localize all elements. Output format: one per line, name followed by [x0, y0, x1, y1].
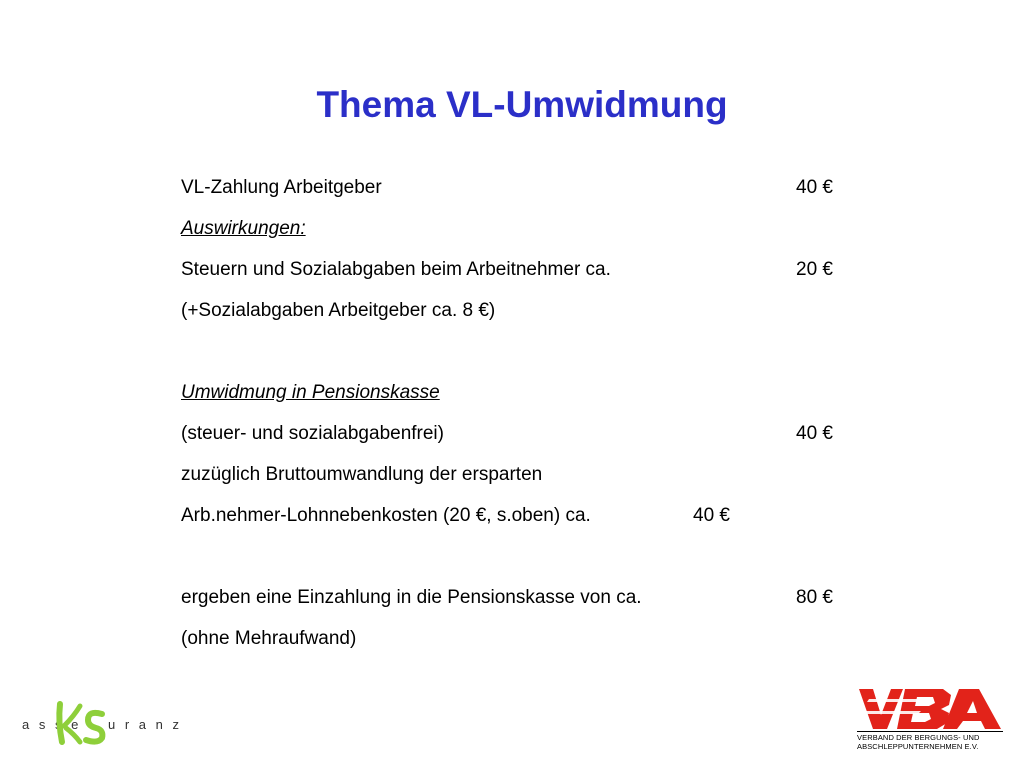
line-text: Arb.nehmer-Lohnnebenkosten (20 €, s.oben) ca.	[181, 505, 591, 526]
content-block	[181, 167, 861, 659]
vba-caption	[857, 733, 1003, 751]
line-text: VL-Zahlung Arbeitgeber	[181, 177, 382, 198]
line-amount: 80 €	[796, 587, 833, 608]
line-text: (+Sozialabgaben Arbeitgeber ca. 8 €)	[181, 300, 496, 321]
svg-text:a s s e: a s s e	[22, 717, 82, 732]
line-umwidmung	[181, 372, 861, 413]
line-text: (steuer- und sozialabgabenfrei)	[181, 423, 444, 444]
section-heading: Auswirkungen:	[181, 218, 306, 239]
line-zuzueglich	[181, 454, 861, 495]
page-title: Thema VL-Umwidmung	[316, 84, 728, 125]
line-text: ergeben eine Einzahlung in die Pensionskasse von ca.	[181, 587, 642, 608]
section-heading: Umwidmung in Pensionskasse	[181, 382, 440, 403]
vba-logo	[857, 685, 1003, 755]
vba-logo-graphic	[857, 685, 1003, 731]
line-text: (ohne Mehraufwand)	[181, 628, 357, 649]
line-steuerfrei	[181, 413, 861, 454]
line-amount: 40 €	[693, 505, 730, 526]
line-amount: 20 €	[796, 259, 833, 280]
spacer	[181, 331, 861, 372]
line-auswirkungen	[181, 208, 861, 249]
asseksuranz-logo-graphic	[22, 696, 202, 748]
line-text: Steuern und Sozialabgaben beim Arbeitnehmer ca.	[181, 259, 611, 280]
vba-caption-line1: VERBAND DER BERGUNGS- UND	[857, 733, 980, 742]
line-steuern	[181, 249, 861, 290]
line-lohnnebenkosten	[181, 495, 861, 536]
line-amount: 40 €	[796, 177, 833, 198]
asseksuranz-logo	[22, 696, 202, 748]
line-vl-zahlung	[181, 167, 861, 208]
line-einzahlung	[181, 577, 861, 618]
line-ohne-mehraufwand	[181, 618, 861, 659]
line-sozialabgaben-ag	[181, 290, 861, 331]
line-text: zuzüglich Bruttoumwandlung der ersparten	[181, 464, 543, 485]
spacer	[181, 536, 861, 577]
vba-caption-line2: ABSCHLEPPUNTERNEHMEN E.V.	[857, 742, 979, 751]
svg-text:u r a n z: u r a n z	[108, 717, 182, 732]
line-amount: 40 €	[796, 423, 833, 444]
vba-rule	[857, 731, 1003, 732]
